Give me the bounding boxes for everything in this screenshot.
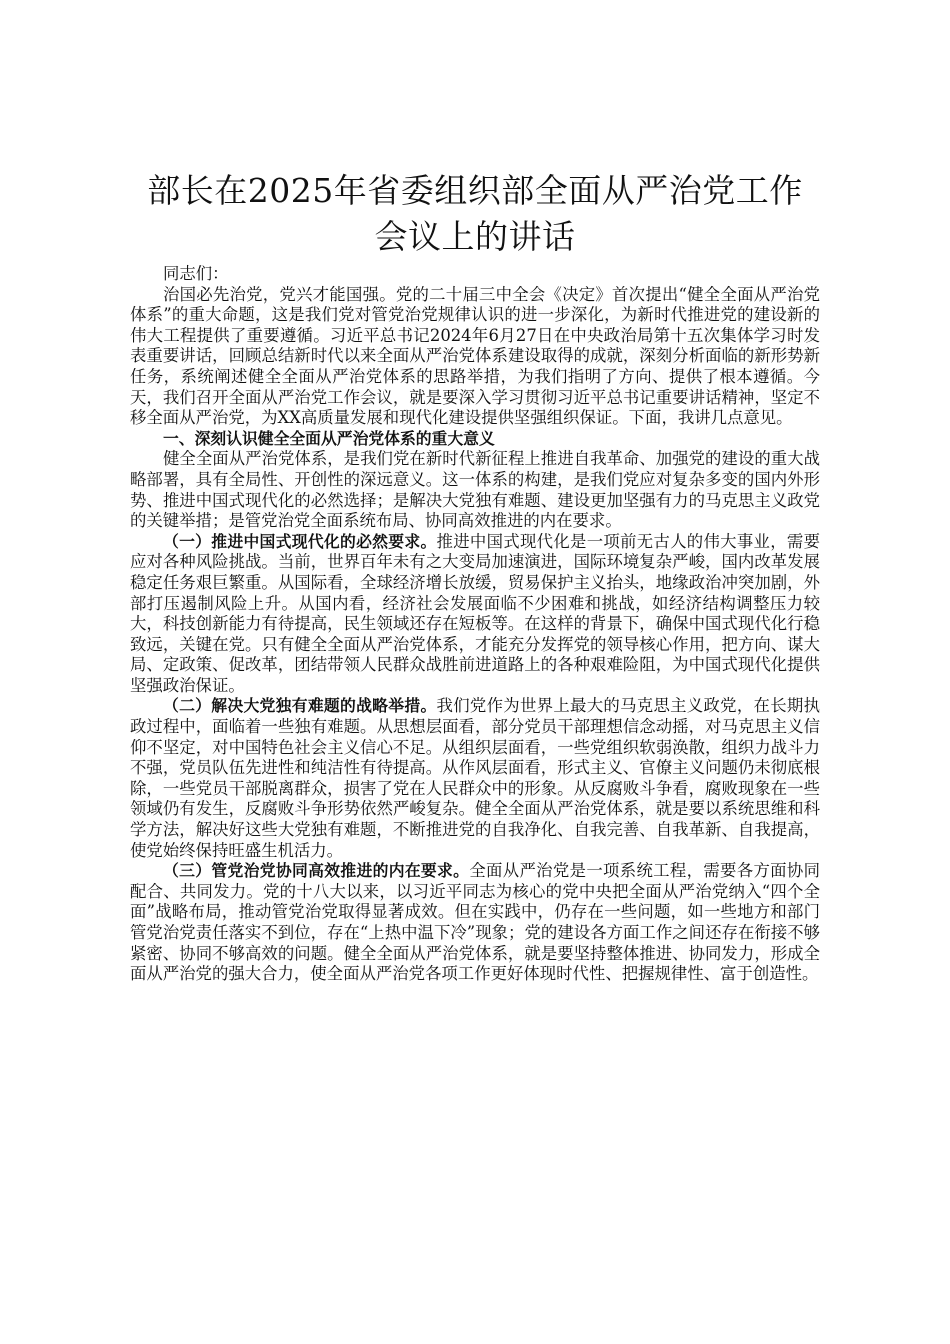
document-title	[130, 168, 820, 260]
section-1-heading: 一、深刻认识健全全面从严治党体系的重大意义	[163, 428, 495, 448]
title-line-1: 部长在2025年省委组织部全面从严治党工作	[147, 171, 803, 210]
section-1-intro-paragraph: 健全全面从严治党体系，是我们党在新时代新征程上推进自我革命、加强党的建设的重大战略部署，具有全局性、开创性的深远意义。这一体系的构建，是我们党应对复杂多变的国内外形势、推进中国式现代化的必然选择；是解决大党独有难题、建设更加坚强有力的马克思主义政党的关键举措；是管党治党全面系统布局、协同高效推进的内在要求。	[130, 449, 820, 531]
document-body	[130, 264, 820, 985]
point-2-text: 我们党作为世界上最大的马克思主义政党，在长期执政过程中，面临着一些独有难题。从思想层面看，部分党员干部理想信念动摇，对马克思主义信仰不坚定，对中国特色社会主义信心不足。从组织层面看，一些党组织软弱涣散，组织力战斗力不强，党员队伍先进性和纯洁性有待提高。从作风层面看，形式主义、官僚主义问题仍未彻底根除，一些党员干部脱离群众，损害了党在人民群众中的形象。从反腐败斗争看，腐败现象在一些领域仍有发生，反腐败斗争形势依然严峻复杂。健全全面从严治党体系，就是要以系统思维和科学方法，解决好这些大党独有难题，不断推进党的自我净化、自我完善、自我革新、自我提高，使党始终保持旺盛生机活力。	[130, 696, 820, 860]
point-2-paragraph	[130, 696, 820, 861]
point-3-lead: （三）管党治党协同高效推进的内在要求。	[163, 861, 470, 881]
salutation: 同志们：	[163, 264, 229, 283]
point-2-lead: （二）解决大党独有难题的战略举措。	[163, 696, 437, 716]
point-1-paragraph	[130, 532, 820, 697]
point-3-text: 全面从严治党是一项系统工程，需要各方面协同配合、共同发力。党的十八大以来，以习近平同志为核心的党中央把全面从严治党纳入“四个全面”战略布局，推动管党治党取得显著成效。但在实践中，仍存在一些问题，如一些地方和部门管党治党责任落实不到位，存在“上热中温下冷”现象；党的建设各方面工作之间还存在衔接不够紧密、协同不够高效的问题。健全全面从严治党体系，就是要坚持整体推进、协同发力，形成全面从严治党的强大合力，使全面从严治党各项工作更好体现时代性、把握规律性、富于创造性。	[130, 861, 820, 984]
point-3-paragraph	[130, 861, 820, 985]
intro-paragraph: 治国必先治党，党兴才能国强。党的二十届三中全会《决定》首次提出“健全全面从严治党体系”的重大命题，这是我们党对管党治党规律认识的进一步深化，为新时代推进党的建设新的伟大工程提供了重要遵循。习近平总书记2024年6月27日在中央政治局第十五次集体学习时发表重要讲话，回顾总结新时代以来全面从严治党体系建设取得的成就，深刻分析面临的新形势新任务，系统阐述健全全面从严治党体系的思路举措，为我们指明了方向、提供了根本遵循。今天，我们召开全面从严治党工作会议，就是要深入学习贯彻习近平总书记重要讲话精神，坚定不移全面从严治党，为XX高质量发展和现代化建设提供坚强组织保证。下面，我讲几点意见。	[130, 284, 820, 428]
point-1-text: 推进中国式现代化是一项前无古人的伟大事业，需要应对各种风险挑战。当前，世界百年未有之大变局加速演进，国际环境复杂严峻，国内改革发展稳定任务艰巨繁重。从国际看，全球经济增长放缓，贸易保护主义抬头，地缘政治冲突加剧，外部打压遏制风险上升。从国内看，经济社会发展面临不少困难和挑战，如经济结构调整压力较大，科技创新能力有待提高，民生领域还存在短板等。在这样的背景下，确保中国式现代化行稳致远，关键在党。只有健全全面从严治党体系，才能充分发挥党的领导核心作用，把方向、谋大局、定政策、促改革，团结带领人民群众战胜前进道路上的各种艰难险阻，为中国式现代化提供坚强政治保证。	[130, 531, 820, 695]
point-1-lead: （一）推进中国式现代化的必然要求。	[163, 531, 437, 551]
title-line-2: 会议上的讲话	[374, 217, 576, 256]
